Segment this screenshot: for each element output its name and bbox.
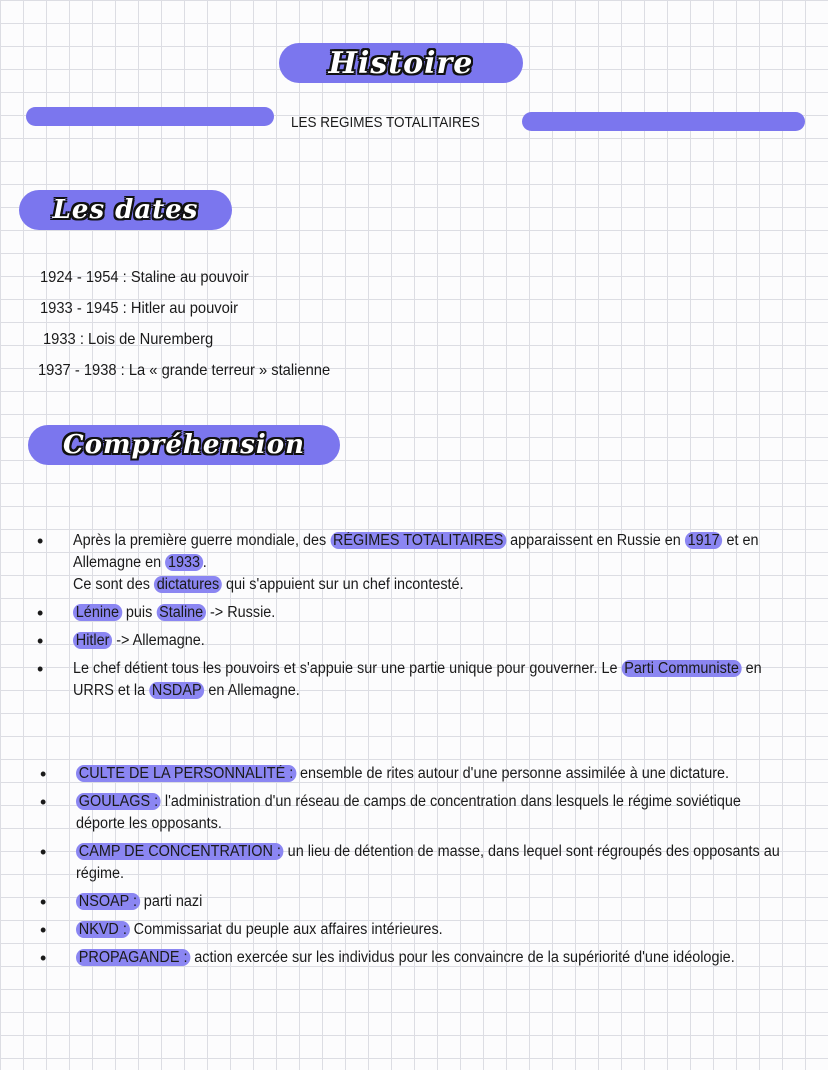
date-item: 1937 - 1938 : La « grande terreur » stalienne [38,362,331,379]
comprehension-list [37,530,803,708]
bullet: • [40,892,47,912]
highlight: Lénine [73,604,122,621]
definitions-list [40,763,806,975]
bullet: • [37,659,44,679]
definition-item [40,841,806,885]
highlight: Staline [156,604,206,621]
definition-text: parti nazi [139,893,203,910]
definition-text: ensemble de rites autour d'une personne assimilée à une dictature. [296,765,730,782]
list-item-text: Hitler -> Allemagne. [73,630,780,652]
definition-item [40,947,806,969]
highlight: NSDAP [149,682,204,699]
bullet: • [40,920,47,940]
definition-item [40,919,806,941]
bullet: • [37,631,44,651]
definition-term: CULTE DE LA PERSONNALITÉ : [76,765,296,782]
dates-list [40,262,356,386]
highlight: 1933 [165,554,203,571]
date-item: 1924 - 1954 : Staline au pouvoir [40,269,249,286]
highlight: Hitler [73,632,112,649]
list-item-text: Après la première guerre mondiale, des RÉGIMES TOTALITAIRES apparaissent en Russie en 1917 et en Allemagne en 1933 . Ce sont des dictatures qui s'appuient sur un chef incontesté. [73,532,759,593]
list-item [37,530,803,596]
bullet: • [37,603,44,623]
definition-term: GOULAGS : [76,793,161,810]
highlight: 1917 [685,532,723,549]
highlight: RÉGIMES TOTALITAIRES [330,532,506,549]
bullet: • [40,792,47,812]
divider-right [522,112,805,131]
definition-term: NKVD : [76,921,130,938]
divider-left [26,107,274,126]
definition-item [40,763,806,785]
section-title-dates: Les dates [19,190,232,230]
page-title: Histoire [279,43,523,83]
definition-item [40,791,806,835]
definition-term: CAMP DE CONCENTRATION : [76,843,284,860]
highlight: dictatures [154,576,222,593]
date-item: 1933 - 1945 : Hitler au pouvoir [40,300,239,317]
bullet: • [40,764,47,784]
list-item [37,630,803,652]
definition-text: Commissariat du peuple aux affaires intérieures. [129,921,443,938]
definition-text: un lieu de détention de masse, dans lequel sont régroupés des opposants au régime. [76,843,780,882]
definition-text: l'administration d'un réseau de camps de concentration dans lesquels le régime soviétique déporte les opposants. [76,793,741,832]
subtitle: LES REGIMES TOTALITAIRES [291,114,480,131]
section-title-comprehension: Compréhension [28,425,340,465]
date-item: 1933 : Lois de Nuremberg [43,331,214,348]
list-item-text: Le chef détient tous les pouvoirs et s'appuie sur une partie unique pour gouverner. Le Parti Communiste en URRS et la NSDAP en Allemagne. [73,660,762,699]
definition-text: action exercée sur les individus pour les convaincre de la supériorité d'une idéologie. [190,949,735,966]
list-item-text: Lénine puis Staline -> Russie. [73,602,780,624]
definition-item [40,891,806,913]
bullet: • [37,531,44,551]
highlight: Parti Communiste [621,660,741,677]
bullet: • [40,948,47,968]
bullet: • [40,842,47,862]
definition-term: PROPAGANDE : [76,949,190,966]
list-item [37,658,803,702]
list-item [37,602,803,624]
definition-term: NSOAP : [76,893,140,910]
